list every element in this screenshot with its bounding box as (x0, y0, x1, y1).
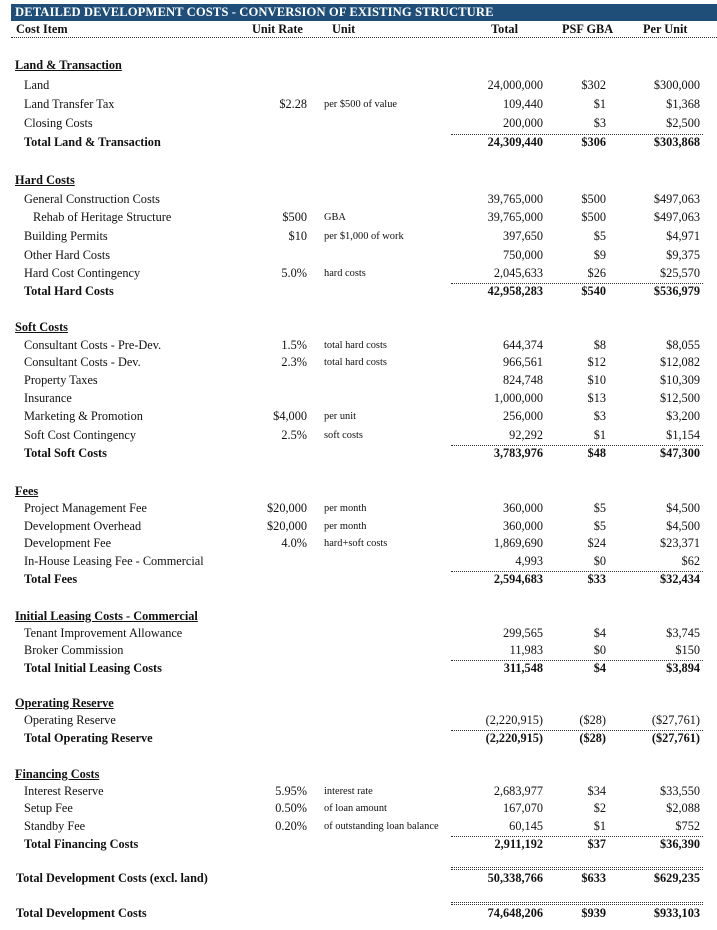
row-psf: $0 (593, 643, 606, 657)
row-psf: $2 (593, 801, 606, 815)
row-item-label: Development Fee (24, 536, 112, 550)
row-total: 2,045,633 (493, 266, 543, 280)
section-total-label: Total Land & Transaction (24, 135, 161, 149)
section-total-label: Total Soft Costs (24, 446, 107, 460)
row-total: 109,440 (503, 97, 543, 111)
row-unit-rate: $10 (288, 229, 307, 243)
row-item-label: Closing Costs (24, 116, 93, 130)
section-total-per-unit: $536,979 (653, 284, 700, 298)
row-unit: total hard costs (324, 357, 387, 368)
row-total: 11,983 (509, 643, 543, 657)
col-header-rate: Unit Rate (252, 22, 303, 36)
row-psf: $5 (593, 501, 606, 515)
row-per-unit: $23,371 (660, 536, 700, 550)
row-per-unit: $33,550 (660, 784, 700, 798)
row-psf: $4 (593, 626, 606, 640)
col-header-psf: PSF GBA (562, 22, 614, 36)
row-psf: $13 (587, 391, 606, 405)
row-total: 92,292 (509, 428, 543, 442)
row-per-unit: $4,971 (666, 229, 700, 243)
row-item-label: General Construction Costs (24, 192, 160, 206)
section-total-psf: $33 (587, 572, 606, 586)
row-item-label: Consultant Costs - Dev. (24, 355, 141, 369)
dotted-rule (451, 902, 703, 903)
row-item-label: Interest Reserve (24, 784, 104, 798)
row-total: 167,070 (503, 801, 543, 815)
row-unit-rate: 5.95% (275, 784, 307, 798)
grand-total-excl-land-psf: $633 (581, 871, 606, 885)
row-per-unit: $2,088 (666, 801, 700, 815)
section-total-per-unit: $303,868 (653, 135, 700, 149)
section-heading-soft: Soft Costs (15, 320, 68, 334)
row-total: 750,000 (503, 248, 543, 262)
row-unit: per month (324, 503, 367, 514)
col-header-per-unit: Per Unit (643, 22, 688, 36)
section-total-per-unit: $47,300 (660, 446, 700, 460)
row-unit: GBA (324, 212, 346, 223)
row-per-unit: $62 (681, 554, 700, 568)
grand-total-excl-land-per-unit: $629,235 (653, 871, 700, 885)
row-total: 39,765,000 (487, 192, 543, 206)
row-unit-rate: 5.0% (281, 266, 307, 280)
grand-total-excl-land-label: Total Development Costs (excl. land) (16, 871, 208, 885)
title-bar (11, 4, 717, 21)
section-total-value: 2,594,683 (493, 572, 543, 586)
row-unit: of loan amount (324, 803, 387, 814)
row-unit-rate: 2.5% (281, 428, 307, 442)
grand-total-psf: $939 (581, 906, 606, 920)
row-total: 360,000 (503, 519, 543, 533)
row-item-label: Tenant Improvement Allowance (24, 626, 183, 640)
row-total: 24,000,000 (487, 78, 543, 92)
row-psf: $10 (587, 373, 606, 387)
row-total: 299,565 (503, 626, 543, 640)
row-unit-rate: 0.50% (275, 801, 307, 815)
section-total-per-unit: $3,894 (666, 661, 700, 675)
section-total-value: 24,309,440 (487, 135, 543, 149)
row-per-unit: $497,063 (653, 210, 700, 224)
row-psf: $500 (581, 210, 606, 224)
sheet-title: DETAILED DEVELOPMENT COSTS - CONVERSION OF EXISTING STRUCTURE (15, 5, 494, 19)
grand-total-per-unit: $933,103 (653, 906, 700, 920)
header-divider (11, 37, 717, 38)
row-item-label: Soft Cost Contingency (24, 428, 137, 442)
row-unit: per $1,000 of work (324, 231, 404, 242)
section-total-psf: $540 (581, 284, 606, 298)
row-unit-rate: 4.0% (281, 536, 307, 550)
row-per-unit: $10,309 (660, 373, 700, 387)
row-unit: total hard costs (324, 340, 387, 351)
row-total: (2,220,915) (485, 713, 543, 727)
row-total: 60,145 (509, 819, 543, 833)
row-psf: $1 (593, 97, 606, 111)
row-psf: $24 (587, 536, 606, 550)
section-total-per-unit: ($27,761) (651, 731, 700, 745)
row-per-unit: $1,368 (666, 97, 700, 111)
section-total-psf: $37 (587, 837, 606, 851)
row-per-unit: $12,082 (660, 355, 700, 369)
row-per-unit: $150 (675, 643, 700, 657)
row-psf: ($28) (579, 713, 606, 727)
row-total: 644,374 (503, 338, 543, 352)
row-item-label: Setup Fee (24, 801, 73, 815)
row-total: 2,683,977 (493, 784, 543, 798)
row-unit-rate: 0.20% (275, 819, 307, 833)
row-unit-rate: 1.5% (281, 338, 307, 352)
section-total-label: Total Fees (24, 572, 78, 586)
section-total-psf: $48 (587, 446, 606, 460)
row-total: 256,000 (503, 409, 543, 423)
row-unit: hard costs (324, 268, 366, 279)
row-unit-rate: $4,000 (273, 409, 307, 423)
section-heading-fees: Fees (15, 484, 39, 498)
grand-total-value: 74,648,206 (487, 906, 543, 920)
row-item-label: Land (24, 78, 50, 92)
row-psf: $12 (587, 355, 606, 369)
row-item-label: Project Management Fee (24, 501, 147, 515)
row-total: 39,765,000 (487, 210, 543, 224)
section-total-per-unit: $36,390 (660, 837, 700, 851)
row-item-label: Consultant Costs - Pre-Dev. (24, 338, 162, 352)
section-total-label: Total Initial Leasing Costs (24, 661, 162, 675)
row-unit: hard+soft costs (324, 538, 388, 549)
row-total: 4,993 (515, 554, 543, 568)
row-per-unit: $2,500 (666, 116, 700, 130)
dotted-rule (451, 867, 703, 868)
section-total-psf: ($28) (579, 731, 606, 745)
grand-total-excl-land-value: 50,338,766 (487, 871, 543, 885)
section-total-value: 311,548 (503, 661, 543, 675)
row-psf: $302 (581, 78, 606, 92)
row-per-unit: $752 (675, 819, 700, 833)
row-psf: $3 (593, 116, 606, 130)
section-heading-hard: Hard Costs (15, 173, 75, 187)
row-psf: $500 (581, 192, 606, 206)
row-item-label: In-House Leasing Fee - Commercial (24, 554, 204, 568)
row-unit-rate: $500 (282, 210, 307, 224)
section-total-psf: $306 (581, 135, 606, 149)
row-per-unit: $3,200 (666, 409, 700, 423)
row-item-label: Standby Fee (24, 819, 86, 833)
row-item-label: Marketing & Promotion (24, 409, 143, 423)
col-header-total: Total (491, 22, 518, 36)
row-per-unit: $1,154 (666, 428, 700, 442)
row-item-label: Land Transfer Tax (24, 97, 115, 111)
row-psf: $3 (593, 409, 606, 423)
section-heading-leasing: Initial Leasing Costs - Commercial (15, 609, 198, 623)
row-per-unit: $4,500 (666, 519, 700, 533)
row-unit-rate: 2.3% (281, 355, 307, 369)
row-total: 1,000,000 (493, 391, 543, 405)
row-item-label: Rehab of Heritage Structure (33, 210, 172, 224)
row-item-label: Property Taxes (24, 373, 98, 387)
dotted-rule (451, 869, 703, 870)
row-per-unit: $497,063 (653, 192, 700, 206)
section-total-psf: $4 (593, 661, 606, 675)
row-psf: $1 (593, 428, 606, 442)
section-total-label: Total Financing Costs (24, 837, 139, 851)
section-heading-financing: Financing Costs (15, 767, 100, 781)
row-item-label: Hard Cost Contingency (24, 266, 141, 280)
section-heading-land: Land & Transaction (15, 58, 122, 72)
col-header-unit: Unit (332, 22, 356, 36)
dotted-rule (451, 904, 703, 905)
section-total-per-unit: $32,434 (660, 572, 700, 586)
row-psf: $34 (587, 784, 606, 798)
row-unit: of outstanding loan balance (324, 821, 439, 832)
row-unit: per month (324, 521, 367, 532)
row-unit: per unit (324, 411, 357, 422)
row-per-unit: $25,570 (660, 266, 700, 280)
row-item-label: Building Permits (24, 229, 108, 243)
row-per-unit: $9,375 (666, 248, 700, 262)
row-psf: $0 (593, 554, 606, 568)
row-per-unit: ($27,761) (651, 713, 700, 727)
section-total-value: 42,958,283 (487, 284, 543, 298)
row-unit-rate: $2.28 (279, 97, 307, 111)
row-unit: interest rate (324, 786, 373, 797)
row-total: 1,869,690 (493, 536, 543, 550)
row-total: 824,748 (503, 373, 543, 387)
row-total: 966,561 (503, 355, 543, 369)
row-psf: $5 (593, 229, 606, 243)
row-unit-rate: $20,000 (267, 501, 307, 515)
row-psf: $9 (593, 248, 606, 262)
row-item-label: Development Overhead (24, 519, 142, 533)
row-psf: $5 (593, 519, 606, 533)
section-total-label: Total Hard Costs (24, 284, 114, 298)
row-item-label: Other Hard Costs (24, 248, 111, 262)
row-unit: per $500 of value (324, 99, 397, 110)
section-total-value: (2,220,915) (485, 731, 543, 745)
row-item-label: Broker Commission (24, 643, 124, 657)
row-per-unit: $300,000 (653, 78, 700, 92)
row-per-unit: $4,500 (666, 501, 700, 515)
row-total: 200,000 (503, 116, 543, 130)
section-total-value: 2,911,192 (494, 837, 543, 851)
section-total-label: Total Operating Reserve (24, 731, 153, 745)
row-item-label: Operating Reserve (24, 713, 116, 727)
section-heading-reserve: Operating Reserve (15, 696, 114, 710)
row-item-label: Insurance (24, 391, 72, 405)
row-unit-rate: $20,000 (267, 519, 307, 533)
row-per-unit: $12,500 (660, 391, 700, 405)
row-total: 397,650 (503, 229, 543, 243)
row-total: 360,000 (503, 501, 543, 515)
row-psf: $8 (593, 338, 606, 352)
row-unit: soft costs (324, 430, 363, 441)
col-header-item: Cost Item (16, 22, 68, 36)
row-psf: $26 (587, 266, 606, 280)
grand-total-label: Total Development Costs (16, 906, 147, 920)
row-per-unit: $3,745 (666, 626, 700, 640)
section-total-value: 3,783,976 (493, 446, 543, 460)
row-per-unit: $8,055 (666, 338, 700, 352)
row-psf: $1 (593, 819, 606, 833)
